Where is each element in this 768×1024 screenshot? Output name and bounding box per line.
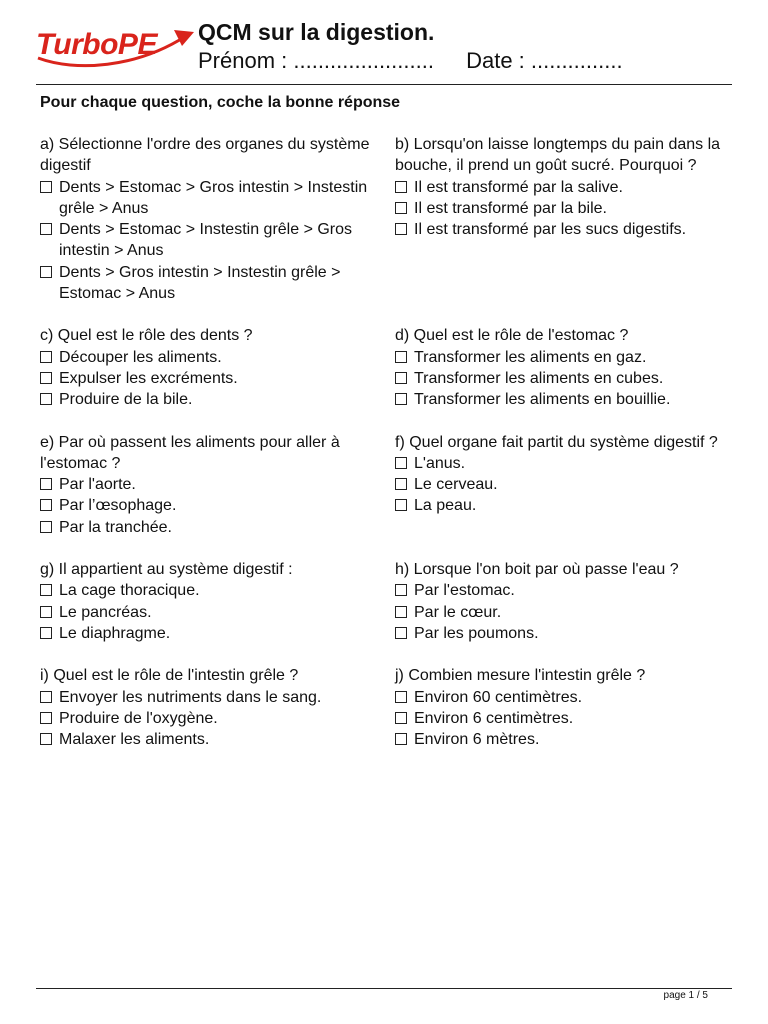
checkbox-icon[interactable]	[395, 712, 407, 724]
instruction-text: Pour chaque question, coche la bonne réponse	[40, 94, 401, 111]
checkbox-icon[interactable]	[395, 627, 407, 639]
checkbox-icon[interactable]	[40, 478, 52, 490]
date-field: Date : ...............	[466, 48, 623, 73]
checkbox-icon[interactable]	[40, 733, 52, 745]
answer-label: Il est transformé par la bile.	[414, 199, 607, 217]
answer-label: Transformer les aliments en gaz.	[414, 348, 647, 366]
question-text: e) Par où passent les aliments pour aller à l'estomac ?	[40, 433, 340, 472]
page-title: QCM sur la digestion.	[198, 19, 435, 45]
checkbox-icon[interactable]	[40, 351, 52, 363]
answer-option[interactable]	[40, 580, 395, 601]
question-text: g) Il appartient au système digestif :	[40, 561, 293, 579]
checkbox-icon[interactable]	[40, 181, 52, 193]
question-block	[40, 134, 395, 304]
question-text: f) Quel organe fait partit du système digestif ?	[395, 433, 718, 451]
question-block	[395, 559, 735, 644]
answer-label: Par les poumons.	[414, 624, 539, 642]
answer-label: Il est transformé par la salive.	[414, 178, 623, 196]
answer-label: Produire de l'oxygène.	[59, 709, 218, 727]
answer-option[interactable]	[40, 602, 395, 623]
question-text: a) Sélectionne l'ordre des organes du système digestif	[40, 136, 370, 175]
answer-label: Par le cœur.	[414, 603, 502, 621]
answer-label: L'anus.	[414, 454, 466, 472]
question-text: i) Quel est le rôle de l'intestin grêle ?	[40, 667, 299, 685]
header-divider	[36, 84, 732, 85]
answer-option[interactable]	[40, 517, 395, 538]
checkbox-icon[interactable]	[40, 393, 52, 405]
answer-option[interactable]	[40, 623, 395, 644]
answer-option[interactable]	[40, 219, 395, 262]
checkbox-icon[interactable]	[395, 584, 407, 596]
answer-option[interactable]	[40, 262, 395, 305]
checkbox-icon[interactable]	[395, 733, 407, 745]
question-text: d) Quel est le rôle de l'estomac ?	[395, 327, 629, 345]
checkbox-icon[interactable]	[40, 712, 52, 724]
question-block	[395, 134, 735, 304]
checkbox-icon[interactable]	[395, 606, 407, 618]
question-block	[40, 665, 395, 750]
answer-option[interactable]	[395, 580, 735, 601]
answer-option[interactable]	[40, 368, 395, 389]
answer-label: Environ 6 mètres.	[414, 731, 540, 749]
checkbox-icon[interactable]	[395, 691, 407, 703]
answer-label: Par l’œsophage.	[59, 497, 177, 515]
answer-label: Environ 6 centimètres.	[414, 709, 574, 727]
question-block	[395, 665, 735, 750]
answer-label: Transformer les aliments en cubes.	[414, 369, 664, 387]
answer-option[interactable]	[395, 708, 735, 729]
answer-label: Dents > Estomac > Gros intestin > Instestin grêle > Anus	[59, 178, 368, 217]
answer-option[interactable]	[395, 368, 735, 389]
answer-option[interactable]	[40, 474, 395, 495]
checkbox-icon[interactable]	[395, 372, 407, 384]
question-block	[395, 325, 735, 410]
answer-label: Dents > Estomac > Instestin grêle > Gros intestin > Anus	[59, 221, 353, 260]
question-block	[40, 325, 395, 410]
checkbox-icon[interactable]	[395, 499, 407, 511]
answer-option[interactable]	[395, 602, 735, 623]
question-text: b) Lorsqu'on laisse longtemps du pain dans la bouche, il prend un goût sucré. Pourquoi ?	[395, 136, 721, 175]
answer-option[interactable]	[40, 495, 395, 516]
answer-label: Malaxer les aliments.	[59, 731, 210, 749]
title-block	[198, 18, 623, 76]
checkbox-icon[interactable]	[40, 521, 52, 533]
answer-option[interactable]	[395, 453, 735, 474]
answer-label: Par l'aorte.	[59, 476, 136, 494]
answer-label: Par l'estomac.	[414, 582, 515, 600]
checkbox-icon[interactable]	[40, 584, 52, 596]
answer-option[interactable]	[395, 347, 735, 368]
checkbox-icon[interactable]	[395, 351, 407, 363]
checkbox-icon[interactable]	[395, 478, 407, 490]
checkbox-icon[interactable]	[395, 457, 407, 469]
answer-option[interactable]	[395, 623, 735, 644]
answer-label: Dents > Gros intestin > Instestin grêle > Estomac > Anus	[59, 263, 341, 303]
answer-option[interactable]	[395, 198, 735, 219]
answer-option[interactable]	[40, 729, 395, 750]
answer-option[interactable]	[40, 389, 395, 410]
answer-option[interactable]	[395, 729, 735, 750]
checkbox-icon[interactable]	[40, 627, 52, 639]
checkbox-icon[interactable]	[40, 372, 52, 384]
answer-label: La peau.	[414, 497, 477, 515]
answer-label: La cage thoracique.	[59, 582, 200, 600]
answer-label: Produire de la bile.	[59, 391, 193, 409]
answer-label: Découper les aliments.	[59, 348, 222, 366]
questions-grid	[40, 134, 740, 771]
checkbox-icon[interactable]	[395, 202, 407, 214]
answer-label: Transformer les aliments en bouillie.	[414, 391, 671, 409]
checkbox-icon[interactable]	[40, 499, 52, 511]
prenom-field: Prénom : .......................	[198, 48, 434, 73]
answer-option[interactable]	[395, 495, 735, 516]
question-block	[40, 559, 395, 644]
answer-option[interactable]	[40, 687, 395, 708]
student-info-line	[198, 46, 623, 76]
answer-option[interactable]	[395, 687, 735, 708]
question-block	[395, 432, 735, 538]
answer-option[interactable]	[40, 177, 395, 220]
question-text: c) Quel est le rôle des dents ?	[40, 327, 253, 345]
checkbox-icon[interactable]	[395, 393, 407, 405]
answer-label: Le diaphragme.	[59, 624, 171, 642]
answer-label: Expulser les excréments.	[59, 369, 238, 387]
question-text: h) Lorsque l'on boit par où passe l'eau ?	[395, 561, 679, 579]
page-number: page 1 / 5	[663, 990, 708, 1001]
answer-label: Par la tranchée.	[59, 518, 172, 536]
answer-option[interactable]	[40, 347, 395, 368]
answer-option[interactable]	[395, 474, 735, 495]
checkbox-icon[interactable]	[40, 606, 52, 618]
turbope-logo	[36, 22, 186, 72]
checkbox-icon[interactable]	[395, 223, 407, 235]
checkbox-icon[interactable]	[40, 266, 52, 278]
answer-label: Le pancréas.	[59, 603, 152, 621]
checkbox-icon[interactable]	[40, 691, 52, 703]
answer-option[interactable]	[40, 708, 395, 729]
question-block	[40, 432, 395, 538]
answer-label: Environ 60 centimètres.	[414, 688, 583, 706]
checkbox-icon[interactable]	[40, 223, 52, 235]
answer-label: Il est transformé par les sucs digestifs.	[414, 221, 687, 239]
answer-option[interactable]	[395, 389, 735, 410]
answer-option[interactable]	[395, 219, 735, 240]
answer-label: Envoyer les nutriments dans le sang.	[59, 688, 322, 706]
page-header	[0, 0, 768, 86]
answer-option[interactable]	[395, 177, 735, 198]
footer-divider	[36, 988, 732, 989]
question-text: j) Combien mesure l'intestin grêle ?	[395, 667, 646, 685]
answer-label: Le cerveau.	[414, 476, 498, 494]
checkbox-icon[interactable]	[395, 181, 407, 193]
logo-text: TurboPE	[36, 28, 157, 61]
